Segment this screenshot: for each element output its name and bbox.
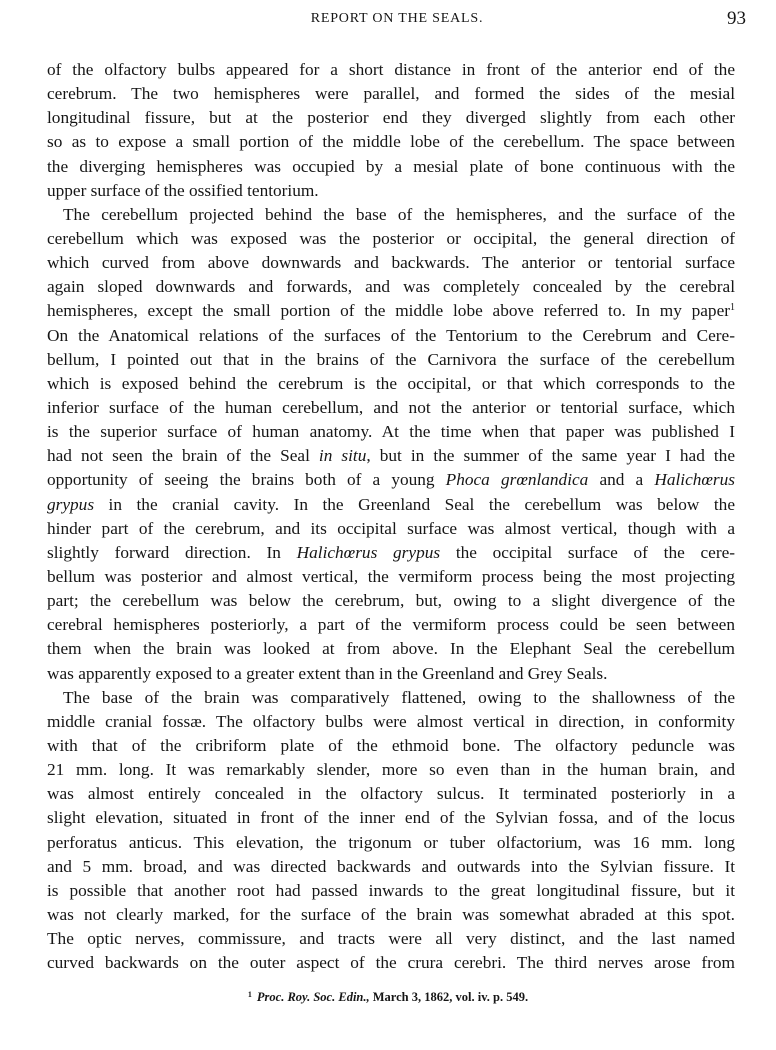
text-line: cerebral hemispheres posteriorly, a part of the vermiform process could be seen between	[47, 615, 735, 635]
text-line: On the Anatomical relations of the surfaces of the Tentorium to the Cerebrum and Cere-	[47, 325, 735, 345]
text-segment: slightly forward direction. In	[47, 542, 297, 562]
footnote-source: Proc. Roy. Soc. Edin.,	[256, 990, 370, 1004]
text-line: them when the brain was looked at from above. In the Elephant Seal the cerebellum	[47, 639, 735, 659]
text-line: The cerebellum projected behind the base of the hemispheres, and the surface of the	[63, 204, 735, 224]
text-line: the diverging hemispheres was occupied by a mesial plate of bone continuous with the	[47, 156, 735, 176]
text-line: is possible that another root had passed inwards to the great longitudinal fissure, but it	[47, 880, 735, 900]
text-line: curved backwards on the outer aspect of the crura cerebri. The third nerves arose from	[47, 953, 735, 973]
text-line: with that of the cribriform plate of the ethmoid bone. The olfactory peduncle was	[47, 735, 735, 755]
text-line: inferior surface of the human cerebellum, and not the anterior or tentorial surface, which	[47, 397, 735, 417]
paragraph	[47, 203, 735, 686]
text-segment: the occipital surface of the cere-	[440, 542, 736, 562]
footnote-reference: 1	[730, 302, 735, 314]
text-line	[47, 444, 735, 468]
footnote	[0, 990, 776, 1005]
italic-text: Halichœrus	[654, 470, 735, 490]
footnote-marker: 1	[247, 990, 252, 999]
footnote-citation: March 3, 1862, vol. iv. p. 549.	[369, 990, 529, 1004]
text-segment: in the cranial cavity. In the Greenland Seal the cerebellum was below the	[94, 494, 735, 514]
text-segment: , but in the summer of the same year I had the	[366, 446, 735, 466]
text-line: and 5 mm. broad, and was directed backwards and outwards into the Sylvian fissure. It	[47, 856, 735, 876]
italic-text: grypus	[47, 494, 95, 514]
text-segment: and a	[588, 470, 655, 490]
text-line: longitudinal fissure, but at the posterior end they diverged slightly from each other	[47, 108, 735, 128]
text-line: so as to expose a small portion of the middle lobe of the cerebellum. The space between	[47, 132, 735, 152]
page-number: 93	[727, 8, 746, 29]
text-line: was not clearly marked, for the surface of the brain was somewhat abraded at this spot.	[47, 904, 735, 924]
body-text	[47, 58, 735, 975]
italic-text: Phoca grœnlandica	[445, 470, 589, 490]
italic-text: Halichœrus grypus	[296, 542, 441, 562]
text-line: bellum, I pointed out that in the brains of the Carnivora the surface of the cerebellum	[47, 349, 735, 369]
text-segment: opportunity of seeing the brains both of a young	[47, 470, 446, 490]
text-segment: had not seen the brain of the Seal	[47, 446, 319, 466]
paragraph	[47, 58, 735, 203]
text-line: was apparently exposed to a greater extent than in the Greenland and Grey Seals.	[47, 663, 608, 683]
text-line: slight elevation, situated in front of the inner end of the Sylvian fossa, and of the locus	[47, 808, 735, 828]
text-line	[47, 299, 735, 323]
running-title: REPORT ON THE SEALS.	[310, 11, 484, 26]
text-line: of the olfactory bulbs appeared for a short distance in front of the anterior end of the	[47, 60, 735, 79]
text-line: hinder part of the cerebrum, and its occipital surface was almost vertical, though with a	[47, 518, 735, 538]
italic-text: in situ	[318, 446, 367, 466]
text-segment: hemispheres, except the small portion of the middle lobe above referred to. In my paper	[47, 301, 730, 321]
text-line	[47, 468, 735, 492]
text-line: perforatus anticus. This elevation, the trigonum or tuber olfactorium, was 16 mm. long	[47, 832, 735, 852]
text-line: The base of the brain was comparatively flattened, owing to the shallowness of the	[63, 687, 735, 707]
text-line: middle cranial fossæ. The olfactory bulbs were almost vertical in direction, in conformity	[47, 711, 735, 731]
text-line: cerebrum. The two hemispheres were parallel, and formed the sides of the mesial	[47, 84, 735, 104]
text-line	[47, 541, 735, 565]
text-line: which curved from above downwards and backwards. The anterior or tentorial surface	[47, 253, 735, 273]
text-line: is the superior surface of human anatomy. At the time when that paper was published I	[47, 422, 735, 442]
text-line: again sloped downwards and forwards, and was completely concealed by the cerebral	[47, 277, 735, 297]
text-line: bellum was posterior and almost vertical, the vermiform process being the most projecting	[47, 566, 735, 586]
text-line: part; the cerebellum was below the cerebrum, but, owing to a slight divergence of the	[47, 591, 735, 611]
text-line: The optic nerves, commissure, and tracts were all very distinct, and the last named	[47, 929, 735, 949]
text-line	[47, 493, 735, 517]
text-line: cerebellum which was exposed was the posterior or occipital, the general direction of	[47, 228, 735, 248]
paragraph	[47, 686, 735, 976]
text-line: was almost entirely concealed in the olfactory sulcus. It terminated posteriorly in a	[47, 784, 735, 804]
text-line: 21 mm. long. It was remarkably slender, more so even than in the human brain, and	[47, 760, 735, 780]
text-line: upper surface of the ossified tentorium.	[47, 180, 319, 200]
running-head	[48, 8, 746, 30]
text-line: which is exposed behind the cerebrum is the occipital, or that which corresponds to the	[47, 373, 735, 393]
